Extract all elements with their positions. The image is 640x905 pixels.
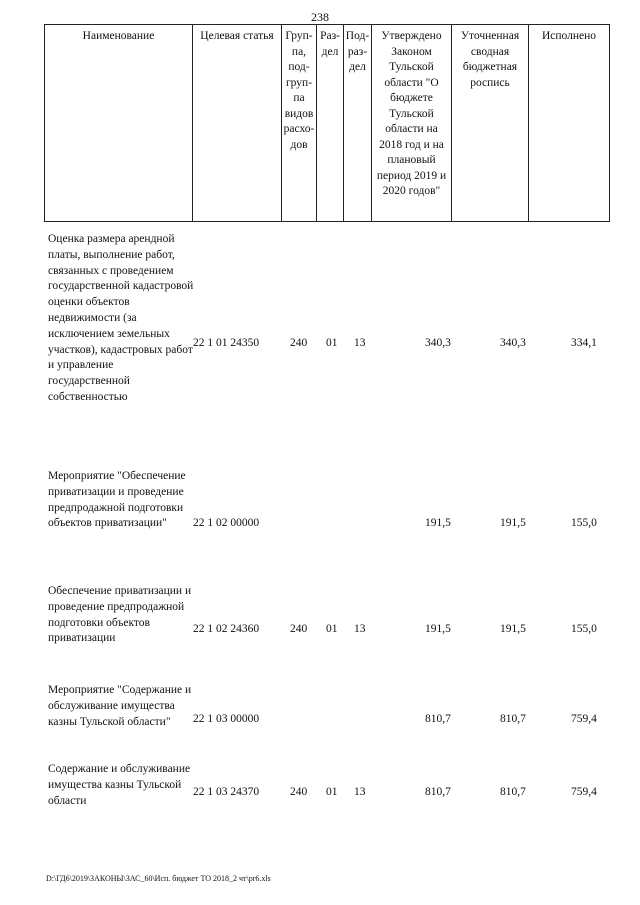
row-name: Обеспечение приватизации и проведение предпродажной подготовки объектов приватизации	[48, 585, 192, 645]
row-executed: 155,0	[571, 517, 597, 529]
row-approved: 340,3	[425, 337, 451, 349]
row-refined: 810,7	[500, 713, 526, 725]
row-subsection: 13	[354, 623, 366, 635]
row-refined: 810,7	[500, 786, 526, 798]
header-section: Раз-дел	[317, 25, 344, 222]
row-refined: 340,3	[500, 337, 526, 349]
row-executed: 334,1	[571, 337, 597, 349]
table-header	[44, 24, 610, 222]
row-section: 01	[326, 786, 338, 798]
row-name: Мероприятие "Содержание и обслуживание имущества казны Тульской области"	[48, 684, 192, 728]
row-refined: 191,5	[500, 623, 526, 635]
row-target: 22 1 01 24350	[193, 337, 260, 349]
row-approved: 191,5	[425, 517, 451, 529]
header-refined: Уточненная сводная бюджетная роспись	[452, 25, 529, 222]
row-executed: 759,4	[571, 713, 597, 725]
row-target: 22 1 02 24360	[193, 623, 260, 635]
header-expense-group: Груп-па, под-груп-па видов расхо-дов	[282, 25, 317, 222]
header-target-article: Целевая статья	[193, 25, 282, 222]
row-executed: 155,0	[571, 623, 597, 635]
row-group: 240	[290, 337, 308, 349]
header-approved: Утверждено Законом Тульской области "О бюджете Тульской области на 2018 год и на плановый период 2019 и 2020 годов"	[372, 25, 452, 222]
row-target: 22 1 03 00000	[193, 713, 260, 725]
header-subsection: Под-раз-дел	[344, 25, 372, 222]
row-target: 22 1 02 00000	[193, 517, 260, 529]
row-refined: 191,5	[500, 517, 526, 529]
file-path-footer: D:\ГД6\2019\ЗАКОНЫ\ЗАС_60\Исп. бюджет ТО 2018_2 чт\pr6.xls	[46, 874, 271, 883]
row-name: Содержание и обслуживание имущества казны Тульской области	[48, 763, 191, 807]
row-group: 240	[290, 623, 308, 635]
header-name: Наименование	[45, 25, 193, 222]
row-name: Оценка размера арендной платы, выполнение работ, связанных с проведением государственной кадастровой оценки объектов недвижимости (за исключением земельных участков), кадастровых работ и управление государственной собственностью	[48, 233, 194, 403]
row-executed: 759,4	[571, 786, 597, 798]
row-subsection: 13	[354, 337, 366, 349]
page-number: 238	[311, 10, 329, 24]
row-target: 22 1 03 24370	[193, 786, 260, 798]
row-approved: 810,7	[425, 713, 451, 725]
row-section: 01	[326, 623, 338, 635]
header-executed: Исполнено	[529, 25, 610, 222]
row-subsection: 13	[354, 786, 366, 798]
row-group: 240	[290, 786, 308, 798]
row-approved: 191,5	[425, 623, 451, 635]
row-approved: 810,7	[425, 786, 451, 798]
row-section: 01	[326, 337, 338, 349]
row-name: Мероприятие "Обеспечение приватизации и проведение предпродажной подготовки объектов приватизации"	[48, 470, 186, 530]
